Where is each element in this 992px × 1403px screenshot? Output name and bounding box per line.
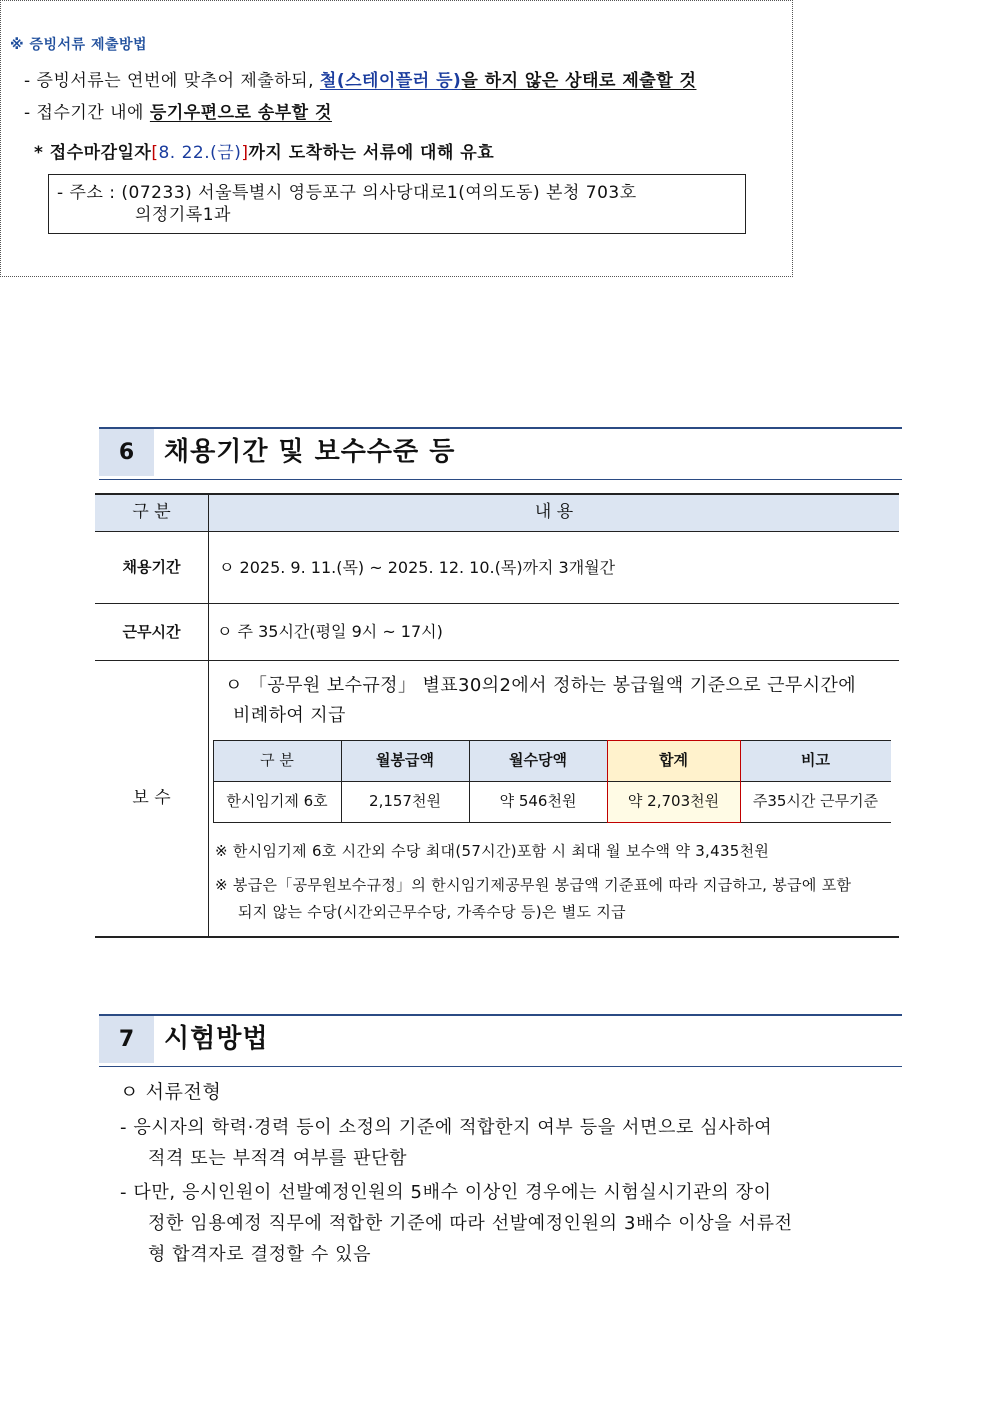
pay-cell-allowance: 약 546천원 <box>499 792 577 810</box>
pay-cell-remarks: 주35시간 근무기준 <box>752 792 879 810</box>
table-bottom-border <box>95 936 899 938</box>
section-7-header <box>99 1014 902 1065</box>
pay-intro-line-2: 비례하여 지급 <box>233 705 346 726</box>
deadline-bracket-close: ] <box>241 143 249 163</box>
address-line-1: - 주소 : (07233) 서울특별시 영등포구 의사당대로1(여의도동) 본청 703호 <box>57 183 637 203</box>
pay-header-total: 합계 <box>659 751 688 769</box>
staple-warning-link: 철(스테이플러 등) <box>319 71 462 91</box>
header-content: 내 용 <box>534 502 574 522</box>
notice-line-2 <box>24 102 332 124</box>
row-period-label: 채용기간 <box>122 558 181 576</box>
pay-note-2-line-1: ※ 봉급은「공무원보수규정」의 한시임기제공무원 봉급액 기준표에 따라 지급하고, 봉급에 포함 <box>215 876 852 894</box>
table-rule <box>95 603 899 604</box>
pay-header-remarks: 비고 <box>801 751 830 769</box>
address-line-2: 의정기록1과 <box>135 205 231 225</box>
section-6-header <box>99 427 902 478</box>
pay-header-monthly-salary: 월봉급액 <box>376 751 434 769</box>
deadline-label: * 접수마감일자 <box>34 143 152 163</box>
section-6-title: 채용기간 및 보수수준 등 <box>164 437 456 467</box>
employment-table <box>95 493 899 938</box>
section-7-underline <box>99 1066 902 1067</box>
row-period-content: ㅇ 2025. 9. 11.(목) ~ 2025. 12. 10.(목)까지 3개월간 <box>219 558 616 577</box>
pay-cell-grade: 한시임기제 6호 <box>226 792 328 810</box>
pay-header-category: 구 분 <box>260 751 294 769</box>
section-7-title: 시험방법 <box>164 1024 269 1054</box>
table-column-divider <box>208 493 209 938</box>
deadline-date: 8. 22.(금) <box>158 143 242 163</box>
section-6-underline <box>99 479 902 480</box>
deadline-bracket-open: [ <box>151 143 159 163</box>
screening-para-1-line-2: 적격 또는 부적격 여부를 판단함 <box>148 1148 408 1169</box>
pay-cell-salary: 2,157천원 <box>369 792 441 810</box>
table-rule <box>95 660 899 661</box>
pay-total-border <box>607 822 741 823</box>
document-screening-heading: ㅇ 서류전형 <box>120 1081 222 1103</box>
notice-line-1 <box>24 70 696 92</box>
row-hours-label: 근무시간 <box>122 623 181 641</box>
section-7-number: 7 <box>99 1016 154 1063</box>
submission-notice-box <box>0 0 793 277</box>
pay-intro-line-1: ㅇ 「공무원 보수규정」 별표30의2에서 정하는 봉급월액 기준으로 근무시간에 <box>225 675 857 696</box>
row-hours-content: ㅇ 주 35시간(평일 9시 ~ 17시) <box>217 622 443 641</box>
notice-heading: ※ 증빙서류 제출방법 <box>10 37 148 53</box>
screening-para-2-line-1: - 다만, 응시인원이 선발예정인원의 5배수 이상인 경우에는 시험실시기관의 장이 <box>120 1182 772 1203</box>
notice-line-1-suffix: 을 하지 않은 상태로 제출할 것 <box>461 71 697 91</box>
section-6-number: 6 <box>99 429 154 476</box>
pay-table <box>213 740 891 823</box>
screening-para-1-line-1: - 응시자의 학력·경력 등이 소정의 기준에 적합한지 여부 등을 서면으로 심사하여 <box>120 1117 773 1138</box>
pay-cell-total: 약 2,703천원 <box>627 792 720 810</box>
deadline-suffix: 까지 도착하는 서류에 대해 유효 <box>248 143 495 163</box>
notice-line-2-prefix: - 접수기간 내에 <box>24 103 150 123</box>
pay-note-2-line-2: 되지 않는 수당(시간외근무수당, 가족수당 등)은 별도 지급 <box>238 903 626 921</box>
pay-header-monthly-allowance: 월수당액 <box>509 751 567 769</box>
pay-table-rule <box>213 822 891 823</box>
screening-para-2-line-3: 형 합격자로 결정할 수 있음 <box>148 1244 372 1265</box>
row-pay-label: 보 수 <box>132 788 171 808</box>
notice-line-3 <box>34 142 494 164</box>
pay-note-1: ※ 한시임기제 6호 시간외 수당 최대(57시간)포함 시 최대 월 보수액 약 3,435천원 <box>215 842 770 860</box>
notice-line-1-prefix: - 증빙서류는 연번에 맞추어 제출하되, <box>24 71 320 91</box>
address-box <box>48 174 746 234</box>
screening-para-2-line-2: 정한 임용예정 직무에 적합한 기준에 따라 선발예정인원의 3배수 이상을 서류전 <box>148 1213 793 1234</box>
header-category: 구 분 <box>132 502 171 522</box>
registered-mail-text: 등기우편으로 송부할 것 <box>149 103 332 123</box>
